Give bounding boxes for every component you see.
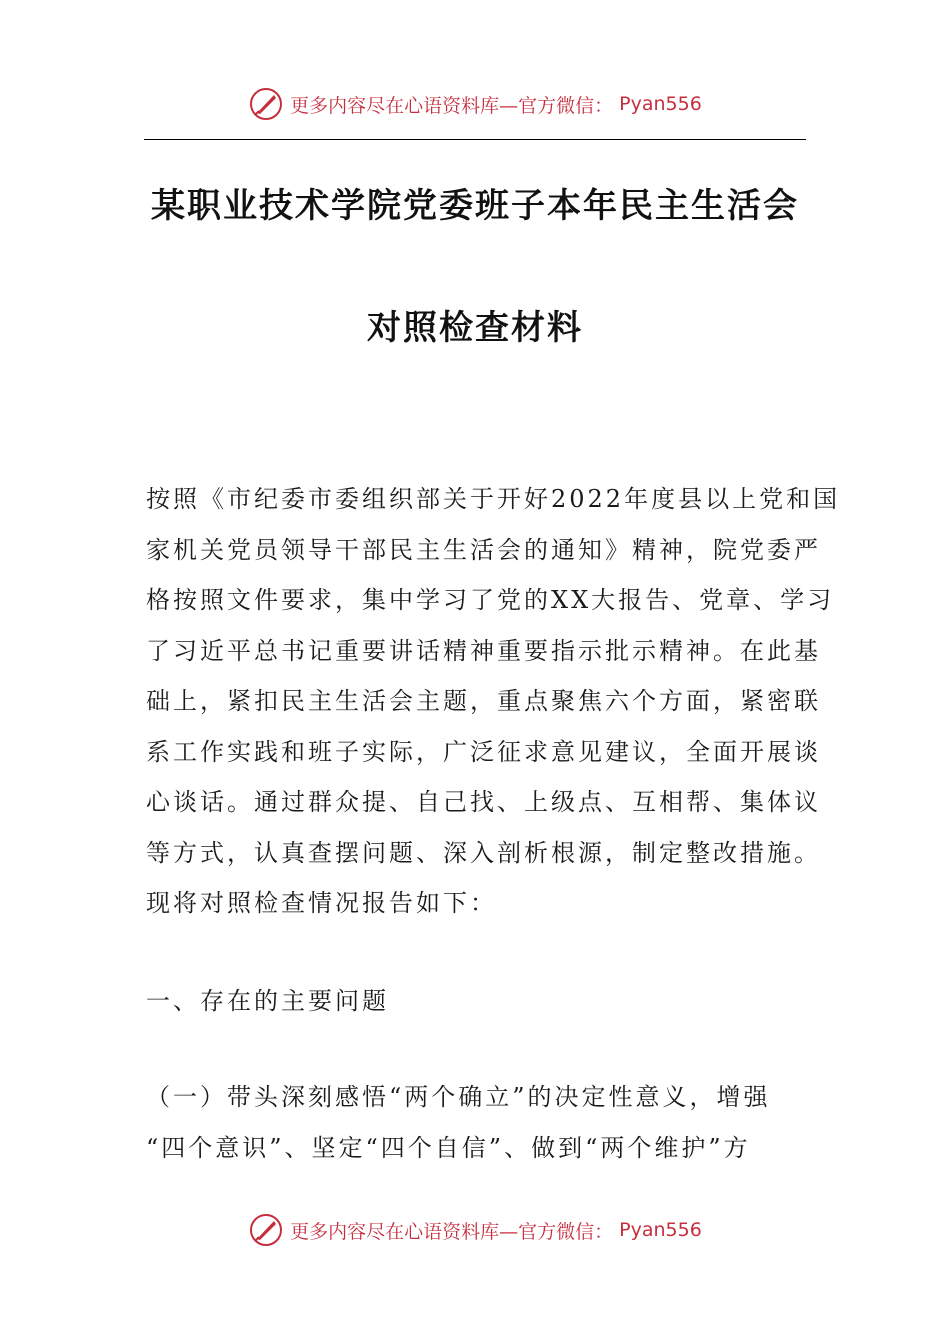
document-title-line-1: 某职业技术学院党委班子本年民主生活会	[151, 186, 799, 226]
watermark-header	[0, 86, 950, 122]
quill-logo-icon	[248, 1212, 284, 1248]
watermark-text: 更多内容尽在心语资料库—官方微信：	[290, 94, 614, 117]
watermark-text: 更多内容尽在心语资料库—官方微信：	[290, 1220, 614, 1243]
watermark-handle: Pyan556	[619, 1219, 702, 1241]
paragraph-line: 心谈话。通过群众提、自己找、上级点、互相帮、集体议	[146, 788, 821, 816]
paragraph-line: 按照《市纪委市委组织部关于开好2022年度县以上党和国	[146, 485, 841, 513]
watermark-footer	[0, 1212, 950, 1248]
paragraph-line: 现将对照检查情况报告如下：	[146, 889, 497, 917]
paragraph-line: 等方式，认真查摆问题、深入剖析根源，制定整改措施。	[146, 838, 821, 867]
paragraph-line: 家机关党员领导干部民主生活会的通知》精神，院党委严	[146, 535, 821, 564]
paragraph-line: 础上，紧扣民主生活会主题，重点聚焦六个方面，紧密联	[146, 687, 821, 715]
paragraph-line: “四个意识”、坚定“四个自信”、做到“两个维护”方	[146, 1133, 751, 1162]
watermark-handle: Pyan556	[619, 93, 702, 115]
paragraph-line: 了习近平总书记重要讲话精神重要指示批示精神。在此基	[146, 636, 821, 665]
paragraph-line: 格按照文件要求，集中学习了党的XX大报告、党章、学习	[146, 586, 835, 614]
paragraph-line: （一）带头深刻感悟“两个确立”的决定性意义，增强	[146, 1083, 771, 1111]
paragraph-line: 系工作实践和班子实际，广泛征求意见建议，全面开展谈	[146, 737, 821, 766]
subsection-paragraph	[146, 1072, 808, 1173]
header-divider	[144, 139, 806, 140]
document-title-line-2: 对照检查材料	[367, 308, 583, 348]
section-heading: 一、存在的主要问题	[146, 987, 389, 1015]
quill-logo-icon	[248, 86, 284, 122]
intro-paragraph	[146, 474, 841, 929]
